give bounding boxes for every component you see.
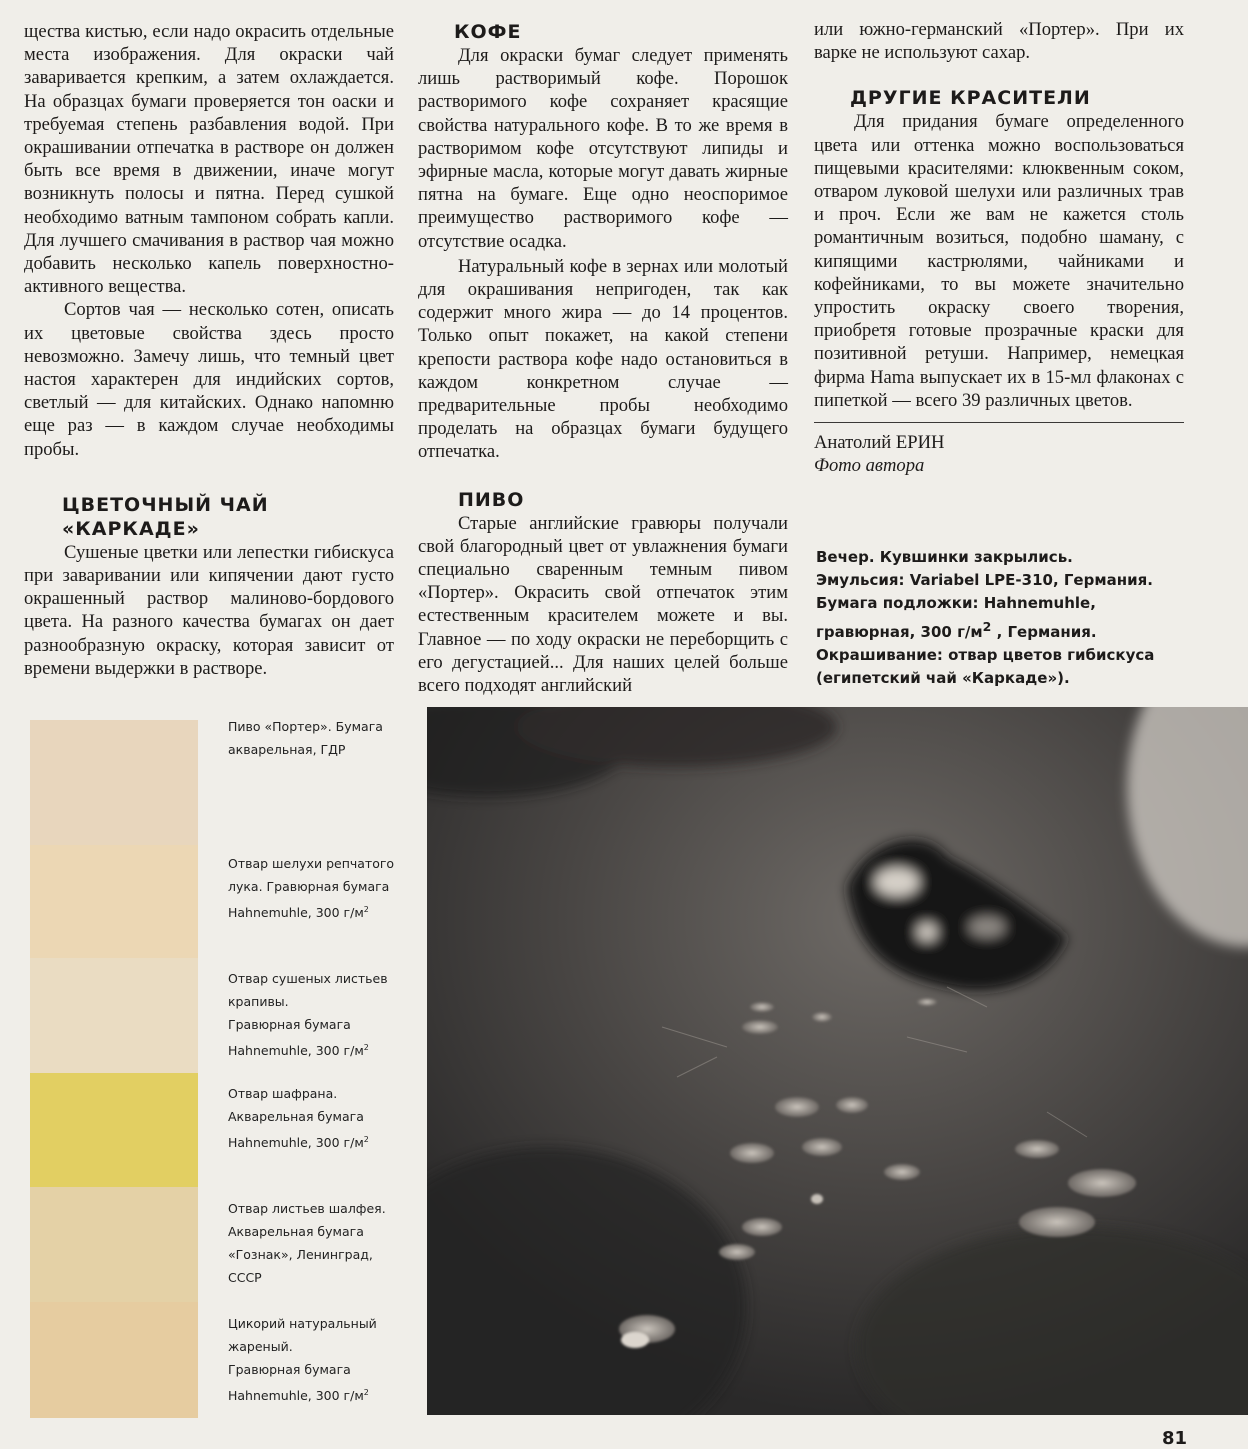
color-swatch [30,720,198,845]
heading-other-dyes: ДРУГИЕ КРАСИТЕЛИ [850,87,1091,110]
color-swatch [30,1073,198,1187]
swatch-label-line: Отвар шелухи репчатого [228,856,395,871]
swatch-label-line [228,898,398,924]
swatch-label [228,1082,398,1154]
column-1 [24,20,394,680]
photo-illustration [427,707,1248,1415]
swatch-label-line: лука. Гравюрная бумага [228,879,390,894]
caption-line: Бумага подложки: Hahnemuhle, [816,594,1096,612]
swatch-label-line: Пиво «Портер». Бумага [228,719,383,734]
page-number: 81 [1162,1428,1188,1449]
swatch-label-line: Акварельная бумага [228,1109,364,1124]
swatch-paper-weight: Hahnemuhle, 300 г/м [228,905,364,921]
swatch-label-line: жареный. [228,1339,293,1354]
swatch-label-line: Отвар листьев шалфея. [228,1201,386,1216]
swatch-label-line [228,1381,398,1407]
swatch-superscript: 2 [363,905,369,914]
caption-line: Вечер. Кувшинки закрылись. [816,548,1073,566]
swatch-label [228,1312,398,1407]
swatch-label-line: Отвар шафрана. [228,1086,338,1101]
swatch-label-line: Гравюрная бумага [228,1362,351,1377]
color-swatch [30,845,198,958]
heading-coffee: КОФЕ [454,21,522,43]
col2-paragraph-2: Натуральный кофе в зернах или молотый для окрашивания непригоден, так как содержит много жира — до 14 процентов. Только опыт покажет, на какой степени крепости раствора кофе надо остановиться в каждом конкретном случае — предварительные пробы необходимо проделать на образцах бумаги будущего отпечатка. [418,255,788,463]
caption-line: Окрашивание: отвар цветов гибискуса [816,646,1155,664]
swatch-label-line: «Гознак», Ленинград, СССР [228,1247,373,1285]
swatch-label [228,852,398,924]
swatch-label-line: Отвар сушеных листьев [228,971,388,986]
swatch-superscript: 2 [363,1388,369,1397]
caption-line [816,615,1196,644]
swatch-superscript: 2 [363,1043,369,1052]
caption-paper-weight: гравюрная, 300 г/м [816,623,983,641]
swatch-superscript: 2 [363,1135,369,1144]
swatch-label [228,1197,398,1289]
photo-credit: Фото автора [814,455,925,477]
swatch-paper-weight: Hahnemuhle, 300 г/м [228,1388,364,1404]
column-2 [418,20,788,697]
swatch-label-line: Гравюрная бумага [228,1017,351,1032]
heading-karkade-line2: «КАРКАДЕ» [62,517,200,540]
caption-country: , Германия. [991,623,1097,641]
swatch-paper-weight: Hahnemuhle, 300 г/м [228,1043,364,1059]
swatch-label [228,715,398,761]
col2-paragraph-1: Для окраски бумаг следует применять лишь растворимый кофе. Порошок растворимого кофе сохраняет красящие свойства натурального кофе. В то же время в растворимом кофе отсутствуют липиды и эфирные масла, которые могут давать жирные пятна на бумаге. Еще одно неоспоримое преимущество растворимого кофе — отсутствие осадка. [418,45,788,252]
caption-superscript: 2 [982,619,992,634]
column-3 [814,18,1184,477]
water-lily-photo [427,707,1248,1415]
col3-paragraph-0: или южно-германский «Портер». При их варке не используют сахар. [814,19,1184,64]
swatch-label-line: Цикорий натуральный [228,1316,377,1331]
swatch-paper-weight: Hahnemuhle, 300 г/м [228,1135,364,1151]
caption-line: Эмульсия: Variabel LPE-310, Германия. [816,571,1153,589]
swatch-label [228,967,398,1062]
swatch-label-line: акварельная, ГДР [228,742,346,757]
heading-karkade-line1: ЦВЕТОЧНЫЙ ЧАЙ [62,493,269,516]
color-swatch [30,958,198,1073]
heading-beer: ПИВО [458,488,525,511]
author-name: Анатолий ЕРИН [814,432,945,454]
caption-line: (египетский чай «Каркаде»). [816,669,1070,687]
col1-paragraph-2: Сортов чая — несколько сотен, описать их цветовые свойства здесь просто невозможно. Замечу лишь, что темный цвет настоя характерен для индийских сортов, светлый — для китайских. Однако напомню еще раз — в каждом случае необходимы пробы. [24,299,394,460]
col3-paragraph-1: Для придания бумаге определенного цвета или оттенка можно воспользоваться пищевыми красителями: клюквенным соком, отваром луковой шелухи или различных трав и проч. Если же вам не кажется столь романтичным возиться, подобно шаману, с кипящими кастрюлями, чайниками и кофейниками, то вы можете значительно упростить окраску своего творения, приобретя готовые прозрачные краски для позитивной ретуши. Например, немецкая фирма Hama выпускает их в 15-мл флаконах с пипеткой — всего 39 различных цветов. [814,111,1184,411]
color-swatch [30,1187,198,1302]
col1-paragraph-3: Сушеные цветки или лепестки гибискуса при заваривании или кипячении дают густо окрашенный раствор малиново-бордового цвета. На разного качества бумагах он дает разнообразную окраску, которая зависит от времени выдержки в растворе. [24,541,394,679]
col2-paragraph-3: Старые английские гравюры получали свой благородный цвет от увлажнения бумаги специально сваренным темным пивом «Портер». Окрасить свой отпечаток этим естественным красителем можете и вы. Главное — по ходу окраски не переборщить с его дегустацией... Для наших целей больше всего подходят английский [418,512,788,697]
swatch-label-line [228,1036,398,1062]
author-divider [814,422,1184,423]
color-swatch [30,1302,198,1418]
swatch-label-line: Акварельная бумага [228,1224,364,1239]
swatch-label-line: крапивы. [228,994,289,1009]
col1-paragraph-1: щества кистью, если надо окрасить отдельные места изображения. Для окраски чай заваривается крепким, а затем охлаждается. На образцах бумаги проверяется тон оаски и требуемая степень разбавления водой. При окрашивании отпечатка в растворе он должен быть все время в движении, иначе могут возникнуть полосы и пятна. Перед сушкой необходимо ватным тампоном собрать капли. Для лучшего смачивания в раствор чая можно добавить несколько капель поверхностно-активного вещества. [24,21,394,298]
photo-caption [816,546,1196,690]
swatch-label-line [228,1128,398,1154]
